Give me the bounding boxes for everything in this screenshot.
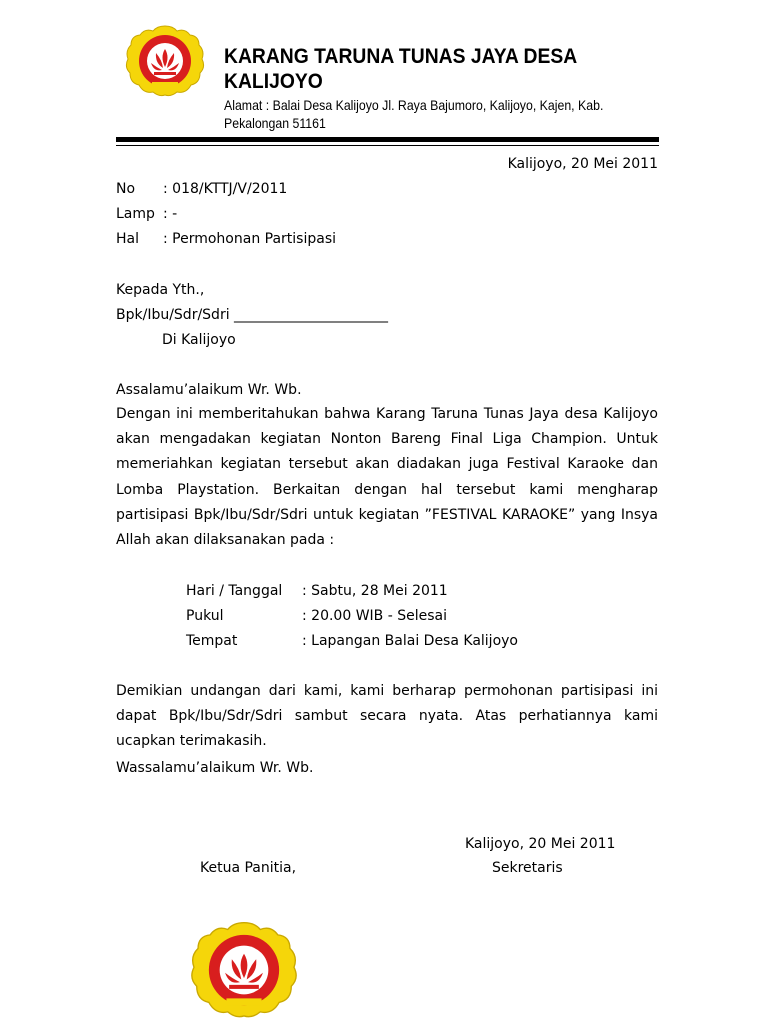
closing-greeting: Wassalamu’alaikum Wr. Wb. [116, 760, 314, 776]
organization-name: KARANG TARUNA TUNAS JAYA DESA KALIJOYO [224, 45, 577, 93]
meta-value-no: : 018/KTTJ/V/2011 [163, 181, 288, 197]
schedule-value-place: : Lapangan Balai Desa Kalijoyo [302, 633, 518, 649]
schedule-label-time: Pukul [186, 608, 224, 624]
schedule-label-date: Hari / Tanggal [186, 583, 283, 599]
organization-address: Alamat : Balai Desa Kalijoyo Jl. Raya Bajumoro, Kalijoyo, Kajen, Kab. Pekalongan 51161 [224, 97, 604, 131]
recipient-line-3: Di Kalijoyo [162, 332, 236, 348]
opening-greeting: Assalamu’alaikum Wr. Wb. [116, 382, 302, 398]
schedule-label-place: Tempat [186, 633, 238, 649]
recipient-line-2: Bpk/Ibu/Sdr/Sdri ______________________ [116, 307, 389, 323]
karang-taruna-stamp-logo [188, 920, 300, 1020]
karang-taruna-logo [124, 24, 206, 98]
letterhead-divider-thin [116, 145, 659, 146]
signature-title-chairman: Ketua Panitia, [200, 860, 297, 876]
schedule-value-date: : Sabtu, 28 Mei 2011 [302, 583, 448, 599]
signature-title-secretary: Sekretaris [492, 860, 563, 876]
meta-value-lamp: : - [163, 206, 178, 222]
meta-value-hal: : Permohonan Partisipasi [163, 231, 337, 247]
meta-label-lamp: Lamp [116, 206, 155, 222]
schedule-value-time: : 20.00 WIB - Selesai [302, 608, 447, 624]
signature-date: Kalijoyo, 20 Mei 2011 [465, 836, 616, 852]
closing-paragraph: Demikian undangan dari kami, kami berharap permohonan partisipasi ini dapat Bpk/Ibu/Sdr/Sdri sambut secara nyata. Atas perhatiannya kami ucapkan terimakasih. [116, 683, 658, 750]
letterhead-divider-thick [116, 137, 659, 142]
letter-date: Kalijoyo, 20 Mei 2011 [507, 156, 658, 172]
recipient-line-1: Kepada Yth., [116, 282, 205, 298]
meta-label-no: No [116, 181, 136, 197]
body-paragraph: Dengan ini memberitahukan bahwa Karang Taruna Tunas Jaya desa Kalijoyo akan mengadakan kegiatan Nonton Bareng Final Liga Champion. Untuk memeriahkan kegiatan tersebut akan diadakan juga Festival Karaoke dan Lomba Playstation. Berkaitan dengan hal tersebut kami mengharap partisipasi Bpk/Ibu/Sdr/Sdri untuk kegiatan ”FESTIVAL KARAOKE” yang Insya Allah akan dilaksanakan pada : [116, 406, 658, 549]
meta-label-hal: Hal [116, 231, 139, 247]
